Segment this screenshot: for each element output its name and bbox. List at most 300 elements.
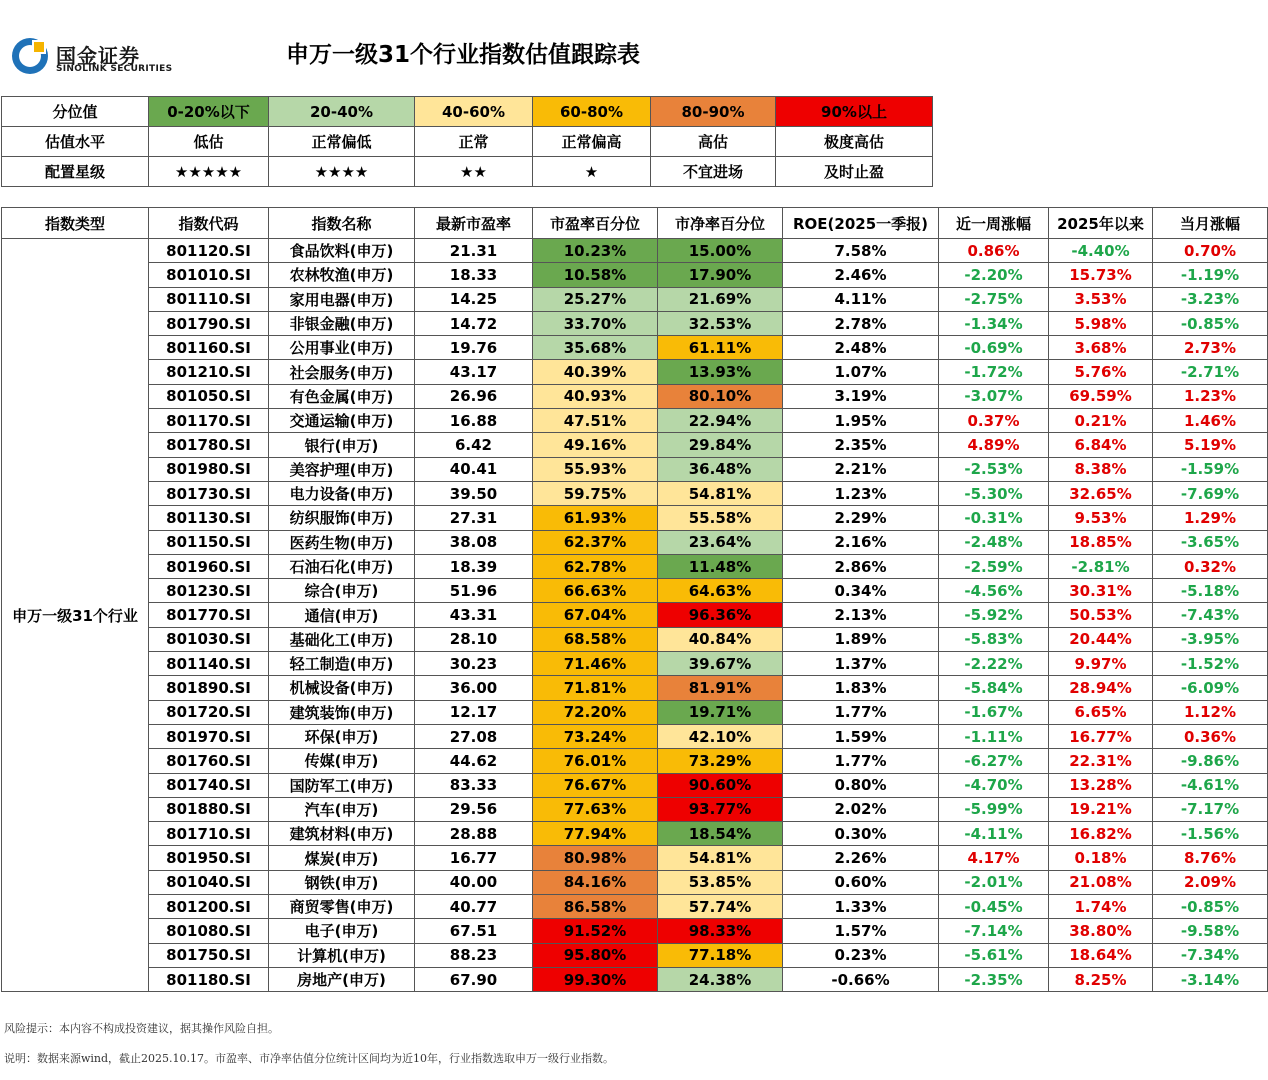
week-change-cell: 0.86% xyxy=(939,239,1049,263)
valuation-table xyxy=(1,207,1268,992)
pe-percentile-cell: 99.30% xyxy=(533,967,658,991)
ytd-change-cell: 8.38% xyxy=(1049,457,1153,481)
ytd-change-cell: 3.53% xyxy=(1049,287,1153,311)
index-code-cell: 801770.SI xyxy=(149,603,269,627)
risk-disclaimer: 风险提示：本内容不构成投资建议，据其操作风险自担。 xyxy=(4,1022,279,1035)
month-change-cell: 8.76% xyxy=(1153,846,1268,870)
pb-percentile-cell: 42.10% xyxy=(658,724,783,748)
roe-cell: -0.66% xyxy=(783,967,939,991)
month-change-cell: 2.09% xyxy=(1153,870,1268,894)
pb-percentile-cell: 98.33% xyxy=(658,919,783,943)
pe-ratio-cell: 67.51 xyxy=(415,919,533,943)
pe-ratio-cell: 18.39 xyxy=(415,554,533,578)
index-name-cell: 轻工制造(申万) xyxy=(269,652,415,676)
ytd-change-cell: 6.84% xyxy=(1049,433,1153,457)
index-code-cell: 801750.SI xyxy=(149,943,269,967)
week-change-cell: -5.61% xyxy=(939,943,1049,967)
index-code-cell: 801130.SI xyxy=(149,506,269,530)
index-name-cell: 纺织服饰(申万) xyxy=(269,506,415,530)
pb-percentile-cell: 15.00% xyxy=(658,239,783,263)
index-name-cell: 家用电器(申万) xyxy=(269,287,415,311)
month-change-cell: 0.70% xyxy=(1153,239,1268,263)
column-header: 市净率百分位 xyxy=(658,208,783,239)
legend-cell: 90%以上 xyxy=(776,97,933,127)
index-name-cell: 银行(申万) xyxy=(269,433,415,457)
pe-percentile-cell: 10.58% xyxy=(533,263,658,287)
pe-percentile-cell: 55.93% xyxy=(533,457,658,481)
ytd-change-cell: 38.80% xyxy=(1049,919,1153,943)
pe-ratio-cell: 26.96 xyxy=(415,384,533,408)
month-change-cell: -0.85% xyxy=(1153,311,1268,335)
month-change-cell: -1.52% xyxy=(1153,652,1268,676)
table-row xyxy=(2,554,1268,578)
table-row xyxy=(2,481,1268,505)
index-code-cell: 801140.SI xyxy=(149,652,269,676)
week-change-cell: -1.72% xyxy=(939,360,1049,384)
pe-ratio-cell: 14.72 xyxy=(415,311,533,335)
table-row xyxy=(2,773,1268,797)
pe-ratio-cell: 40.00 xyxy=(415,870,533,894)
table-row xyxy=(2,360,1268,384)
index-code-cell: 801790.SI xyxy=(149,311,269,335)
pb-percentile-cell: 23.64% xyxy=(658,530,783,554)
pe-percentile-cell: 80.98% xyxy=(533,846,658,870)
month-change-cell: -3.14% xyxy=(1153,967,1268,991)
ytd-change-cell: 9.53% xyxy=(1049,506,1153,530)
ytd-change-cell: 6.65% xyxy=(1049,700,1153,724)
month-change-cell: -9.58% xyxy=(1153,919,1268,943)
table-row xyxy=(2,239,1268,263)
index-name-cell: 汽车(申万) xyxy=(269,797,415,821)
pe-ratio-cell: 27.08 xyxy=(415,724,533,748)
index-code-cell: 801970.SI xyxy=(149,724,269,748)
legend-cell: 及时止盈 xyxy=(776,157,933,187)
column-header: 指数类型 xyxy=(2,208,149,239)
week-change-cell: -5.30% xyxy=(939,481,1049,505)
pe-ratio-cell: 28.10 xyxy=(415,627,533,651)
column-header: 当月涨幅 xyxy=(1153,208,1268,239)
pb-percentile-cell: 64.63% xyxy=(658,579,783,603)
index-name-cell: 基础化工(申万) xyxy=(269,627,415,651)
table-row xyxy=(2,652,1268,676)
pe-ratio-cell: 18.33 xyxy=(415,263,533,287)
pe-percentile-cell: 40.93% xyxy=(533,384,658,408)
index-name-cell: 石油石化(申万) xyxy=(269,554,415,578)
page-title: 申万一级31个行业指数估值跟踪表 xyxy=(286,42,641,68)
month-change-cell: -7.69% xyxy=(1153,481,1268,505)
month-change-cell: -4.61% xyxy=(1153,773,1268,797)
week-change-cell: -2.20% xyxy=(939,263,1049,287)
roe-cell: 1.57% xyxy=(783,919,939,943)
legend-cell: 40-60% xyxy=(415,97,533,127)
brand-name-en: SINOLINK SECURITIES xyxy=(56,64,173,74)
table-row xyxy=(2,797,1268,821)
table-row xyxy=(2,724,1268,748)
legend-cell: 正常 xyxy=(415,127,533,157)
pb-percentile-cell: 81.91% xyxy=(658,676,783,700)
week-change-cell: -0.69% xyxy=(939,336,1049,360)
ytd-change-cell: 18.85% xyxy=(1049,530,1153,554)
pe-percentile-cell: 95.80% xyxy=(533,943,658,967)
legend-cell: 20-40% xyxy=(269,97,415,127)
week-change-cell: -4.70% xyxy=(939,773,1049,797)
index-name-cell: 煤炭(申万) xyxy=(269,846,415,870)
index-name-cell: 农林牧渔(申万) xyxy=(269,263,415,287)
index-code-cell: 801110.SI xyxy=(149,287,269,311)
index-code-cell: 801040.SI xyxy=(149,870,269,894)
table-row xyxy=(2,870,1268,894)
ytd-change-cell: 22.31% xyxy=(1049,749,1153,773)
month-change-cell: -3.23% xyxy=(1153,287,1268,311)
month-change-cell: -9.86% xyxy=(1153,749,1268,773)
table-row xyxy=(2,749,1268,773)
index-code-cell: 801150.SI xyxy=(149,530,269,554)
roe-cell: 1.95% xyxy=(783,409,939,433)
pe-percentile-cell: 77.94% xyxy=(533,822,658,846)
pe-ratio-cell: 39.50 xyxy=(415,481,533,505)
ytd-change-cell: 0.18% xyxy=(1049,846,1153,870)
ytd-change-cell: 15.73% xyxy=(1049,263,1153,287)
index-code-cell: 801710.SI xyxy=(149,822,269,846)
index-code-cell: 801030.SI xyxy=(149,627,269,651)
ytd-change-cell: 19.21% xyxy=(1049,797,1153,821)
pe-percentile-cell: 10.23% xyxy=(533,239,658,263)
legend-cell: 高估 xyxy=(651,127,776,157)
week-change-cell: -2.59% xyxy=(939,554,1049,578)
roe-cell: 3.19% xyxy=(783,384,939,408)
roe-cell: 1.77% xyxy=(783,700,939,724)
pe-ratio-cell: 28.88 xyxy=(415,822,533,846)
week-change-cell: -2.22% xyxy=(939,652,1049,676)
pe-percentile-cell: 62.37% xyxy=(533,530,658,554)
roe-cell: 1.23% xyxy=(783,481,939,505)
week-change-cell: 4.89% xyxy=(939,433,1049,457)
index-name-cell: 非银金融(申万) xyxy=(269,311,415,335)
column-header: 指数代码 xyxy=(149,208,269,239)
pb-percentile-cell: 90.60% xyxy=(658,773,783,797)
table-row xyxy=(2,409,1268,433)
legend-cell: 极度高估 xyxy=(776,127,933,157)
index-code-cell: 801740.SI xyxy=(149,773,269,797)
pe-ratio-cell: 29.56 xyxy=(415,797,533,821)
ytd-change-cell: 16.77% xyxy=(1049,724,1153,748)
ytd-change-cell: 8.25% xyxy=(1049,967,1153,991)
pb-percentile-cell: 55.58% xyxy=(658,506,783,530)
table-row xyxy=(2,457,1268,481)
week-change-cell: -4.11% xyxy=(939,822,1049,846)
pe-percentile-cell: 47.51% xyxy=(533,409,658,433)
pe-ratio-cell: 14.25 xyxy=(415,287,533,311)
pe-ratio-cell: 43.17 xyxy=(415,360,533,384)
roe-cell: 1.59% xyxy=(783,724,939,748)
ytd-change-cell: 28.94% xyxy=(1049,676,1153,700)
index-name-cell: 建筑装饰(申万) xyxy=(269,700,415,724)
brand-name-cn: 国金证券 xyxy=(56,44,140,68)
pe-ratio-cell: 6.42 xyxy=(415,433,533,457)
pb-percentile-cell: 77.18% xyxy=(658,943,783,967)
month-change-cell: -5.18% xyxy=(1153,579,1268,603)
index-code-cell: 801230.SI xyxy=(149,579,269,603)
pe-percentile-cell: 35.68% xyxy=(533,336,658,360)
legend-row-label: 估值水平 xyxy=(2,127,149,157)
index-name-cell: 电力设备(申万) xyxy=(269,481,415,505)
roe-cell: 7.58% xyxy=(783,239,939,263)
index-name-cell: 计算机(申万) xyxy=(269,943,415,967)
month-change-cell: 0.32% xyxy=(1153,554,1268,578)
table-row xyxy=(2,263,1268,287)
pb-percentile-cell: 93.77% xyxy=(658,797,783,821)
pe-percentile-cell: 59.75% xyxy=(533,481,658,505)
pb-percentile-cell: 54.81% xyxy=(658,481,783,505)
week-change-cell: -5.83% xyxy=(939,627,1049,651)
index-name-cell: 交通运输(申万) xyxy=(269,409,415,433)
month-change-cell: 5.19% xyxy=(1153,433,1268,457)
index-name-cell: 通信(申万) xyxy=(269,603,415,627)
week-change-cell: -1.34% xyxy=(939,311,1049,335)
week-change-cell: -2.75% xyxy=(939,287,1049,311)
legend-cell: ★★★★ xyxy=(269,157,415,187)
pe-percentile-cell: 77.63% xyxy=(533,797,658,821)
legend-cell: 正常偏低 xyxy=(269,127,415,157)
table-row xyxy=(2,287,1268,311)
pb-percentile-cell: 17.90% xyxy=(658,263,783,287)
table-header-row xyxy=(2,208,1268,239)
roe-cell: 2.26% xyxy=(783,846,939,870)
pb-percentile-cell: 29.84% xyxy=(658,433,783,457)
pe-ratio-cell: 83.33 xyxy=(415,773,533,797)
pe-percentile-cell: 71.81% xyxy=(533,676,658,700)
roe-cell: 1.33% xyxy=(783,895,939,919)
month-change-cell: -3.95% xyxy=(1153,627,1268,651)
week-change-cell: -4.56% xyxy=(939,579,1049,603)
pe-ratio-cell: 40.77 xyxy=(415,895,533,919)
column-header: ROE(2025一季报) xyxy=(783,208,939,239)
month-change-cell: -3.65% xyxy=(1153,530,1268,554)
pb-percentile-cell: 39.67% xyxy=(658,652,783,676)
index-code-cell: 801720.SI xyxy=(149,700,269,724)
index-code-cell: 801730.SI xyxy=(149,481,269,505)
roe-cell: 1.83% xyxy=(783,676,939,700)
category-cell: 申万一级31个行业 xyxy=(2,239,149,992)
index-code-cell: 801080.SI xyxy=(149,919,269,943)
index-name-cell: 房地产(申万) xyxy=(269,967,415,991)
legend-cell: ★★★★★ xyxy=(149,157,269,187)
pe-percentile-cell: 40.39% xyxy=(533,360,658,384)
index-name-cell: 传媒(申万) xyxy=(269,749,415,773)
roe-cell: 1.89% xyxy=(783,627,939,651)
pe-ratio-cell: 16.77 xyxy=(415,846,533,870)
pe-ratio-cell: 16.88 xyxy=(415,409,533,433)
table-row xyxy=(2,627,1268,651)
index-name-cell: 钢铁(申万) xyxy=(269,870,415,894)
roe-cell: 1.37% xyxy=(783,652,939,676)
pe-percentile-cell: 62.78% xyxy=(533,554,658,578)
pe-ratio-cell: 21.31 xyxy=(415,239,533,263)
ytd-change-cell: 5.76% xyxy=(1049,360,1153,384)
index-code-cell: 801960.SI xyxy=(149,554,269,578)
roe-cell: 4.11% xyxy=(783,287,939,311)
roe-cell: 0.80% xyxy=(783,773,939,797)
pe-ratio-cell: 44.62 xyxy=(415,749,533,773)
ytd-change-cell: 69.59% xyxy=(1049,384,1153,408)
roe-cell: 2.21% xyxy=(783,457,939,481)
index-code-cell: 801050.SI xyxy=(149,384,269,408)
index-code-cell: 801200.SI xyxy=(149,895,269,919)
pe-percentile-cell: 71.46% xyxy=(533,652,658,676)
week-change-cell: -5.84% xyxy=(939,676,1049,700)
legend-row xyxy=(2,97,933,127)
week-change-cell: -2.35% xyxy=(939,967,1049,991)
sinolink-logo-icon xyxy=(10,36,50,76)
index-code-cell: 801760.SI xyxy=(149,749,269,773)
index-name-cell: 公用事业(申万) xyxy=(269,336,415,360)
table-row xyxy=(2,506,1268,530)
index-name-cell: 有色金属(申万) xyxy=(269,384,415,408)
legend-cell: 60-80% xyxy=(533,97,651,127)
index-name-cell: 医药生物(申万) xyxy=(269,530,415,554)
table-row xyxy=(2,967,1268,991)
table-row xyxy=(2,530,1268,554)
pe-percentile-cell: 61.93% xyxy=(533,506,658,530)
table-row xyxy=(2,311,1268,335)
pe-percentile-cell: 86.58% xyxy=(533,895,658,919)
legend-cell: ★ xyxy=(533,157,651,187)
pb-percentile-cell: 61.11% xyxy=(658,336,783,360)
table-row xyxy=(2,700,1268,724)
table-row xyxy=(2,846,1268,870)
ytd-change-cell: 9.97% xyxy=(1049,652,1153,676)
month-change-cell: 1.29% xyxy=(1153,506,1268,530)
index-code-cell: 801180.SI xyxy=(149,967,269,991)
index-code-cell: 801010.SI xyxy=(149,263,269,287)
pe-percentile-cell: 68.58% xyxy=(533,627,658,651)
column-header: 2025年以来 xyxy=(1049,208,1153,239)
ytd-change-cell: 18.64% xyxy=(1049,943,1153,967)
pb-percentile-cell: 24.38% xyxy=(658,967,783,991)
pe-ratio-cell: 67.90 xyxy=(415,967,533,991)
pb-percentile-cell: 21.69% xyxy=(658,287,783,311)
column-header: 市盈率百分位 xyxy=(533,208,658,239)
roe-cell: 2.46% xyxy=(783,263,939,287)
table-row xyxy=(2,822,1268,846)
legend-cell: 0-20%以下 xyxy=(149,97,269,127)
pb-percentile-cell: 36.48% xyxy=(658,457,783,481)
table-row xyxy=(2,603,1268,627)
pb-percentile-cell: 22.94% xyxy=(658,409,783,433)
column-header: 最新市盈率 xyxy=(415,208,533,239)
index-name-cell: 电子(申万) xyxy=(269,919,415,943)
column-header: 近一周涨幅 xyxy=(939,208,1049,239)
week-change-cell: -5.99% xyxy=(939,797,1049,821)
ytd-change-cell: 1.74% xyxy=(1049,895,1153,919)
pb-percentile-cell: 96.36% xyxy=(658,603,783,627)
index-code-cell: 801210.SI xyxy=(149,360,269,384)
week-change-cell: -2.01% xyxy=(939,870,1049,894)
month-change-cell: 2.73% xyxy=(1153,336,1268,360)
pe-ratio-cell: 27.31 xyxy=(415,506,533,530)
roe-cell: 2.35% xyxy=(783,433,939,457)
index-code-cell: 801170.SI xyxy=(149,409,269,433)
month-change-cell: -1.19% xyxy=(1153,263,1268,287)
pe-percentile-cell: 66.63% xyxy=(533,579,658,603)
ytd-change-cell: 5.98% xyxy=(1049,311,1153,335)
roe-cell: 2.02% xyxy=(783,797,939,821)
index-code-cell: 801950.SI xyxy=(149,846,269,870)
index-name-cell: 食品饮料(申万) xyxy=(269,239,415,263)
roe-cell: 2.29% xyxy=(783,506,939,530)
week-change-cell: -5.92% xyxy=(939,603,1049,627)
legend-row xyxy=(2,157,933,187)
ytd-change-cell: 21.08% xyxy=(1049,870,1153,894)
index-name-cell: 国防军工(申万) xyxy=(269,773,415,797)
index-code-cell: 801120.SI xyxy=(149,239,269,263)
week-change-cell: -1.11% xyxy=(939,724,1049,748)
pe-ratio-cell: 38.08 xyxy=(415,530,533,554)
pb-percentile-cell: 13.93% xyxy=(658,360,783,384)
legend-row-label: 配置星级 xyxy=(2,157,149,187)
pe-ratio-cell: 51.96 xyxy=(415,579,533,603)
pe-ratio-cell: 19.76 xyxy=(415,336,533,360)
index-name-cell: 环保(申万) xyxy=(269,724,415,748)
pe-percentile-cell: 67.04% xyxy=(533,603,658,627)
table-row xyxy=(2,384,1268,408)
pe-ratio-cell: 88.23 xyxy=(415,943,533,967)
month-change-cell: -0.85% xyxy=(1153,895,1268,919)
roe-cell: 2.78% xyxy=(783,311,939,335)
table-row xyxy=(2,895,1268,919)
month-change-cell: -1.59% xyxy=(1153,457,1268,481)
index-name-cell: 社会服务(申万) xyxy=(269,360,415,384)
month-change-cell: 1.12% xyxy=(1153,700,1268,724)
legend-cell: 低估 xyxy=(149,127,269,157)
pe-percentile-cell: 76.01% xyxy=(533,749,658,773)
pe-ratio-cell: 12.17 xyxy=(415,700,533,724)
pe-ratio-cell: 30.23 xyxy=(415,652,533,676)
week-change-cell: -6.27% xyxy=(939,749,1049,773)
week-change-cell: -7.14% xyxy=(939,919,1049,943)
legend-cell: ★★ xyxy=(415,157,533,187)
column-header: 指数名称 xyxy=(269,208,415,239)
pb-percentile-cell: 40.84% xyxy=(658,627,783,651)
table-row xyxy=(2,676,1268,700)
pe-percentile-cell: 72.20% xyxy=(533,700,658,724)
month-change-cell: -6.09% xyxy=(1153,676,1268,700)
roe-cell: 0.30% xyxy=(783,822,939,846)
index-code-cell: 801890.SI xyxy=(149,676,269,700)
pb-percentile-cell: 18.54% xyxy=(658,822,783,846)
legend-table xyxy=(1,96,933,187)
page-header xyxy=(0,0,1268,92)
index-code-cell: 801880.SI xyxy=(149,797,269,821)
table-row xyxy=(2,919,1268,943)
month-change-cell: 1.23% xyxy=(1153,384,1268,408)
table-row xyxy=(2,336,1268,360)
week-change-cell: 0.37% xyxy=(939,409,1049,433)
roe-cell: 1.77% xyxy=(783,749,939,773)
week-change-cell: -2.53% xyxy=(939,457,1049,481)
data-source-note: 说明：数据来源wind，截止2025.10.17。市盈率、市净率估值分位统计区间均为近10年，行业指数选取申万一级行业指数。 xyxy=(4,1052,615,1065)
ytd-change-cell: 20.44% xyxy=(1049,627,1153,651)
month-change-cell: -1.56% xyxy=(1153,822,1268,846)
table-row xyxy=(2,579,1268,603)
roe-cell: 2.48% xyxy=(783,336,939,360)
ytd-change-cell: 32.65% xyxy=(1049,481,1153,505)
pe-percentile-cell: 33.70% xyxy=(533,311,658,335)
month-change-cell: -7.43% xyxy=(1153,603,1268,627)
week-change-cell: -1.67% xyxy=(939,700,1049,724)
pb-percentile-cell: 54.81% xyxy=(658,846,783,870)
ytd-change-cell: 16.82% xyxy=(1049,822,1153,846)
